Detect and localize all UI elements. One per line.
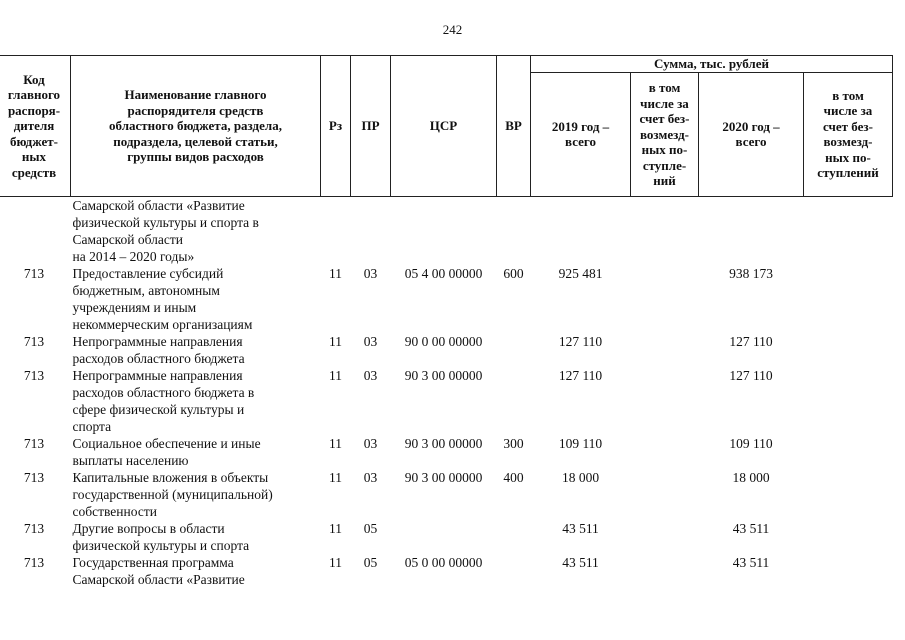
row-code: 713 — [23, 266, 45, 281]
row-vr — [497, 520, 531, 554]
header-name — [71, 56, 321, 197]
row-vr — [497, 333, 531, 367]
row-rz — [321, 197, 351, 266]
row-sum-2019: 925 481 — [558, 266, 603, 281]
header-line: ных — [21, 149, 47, 165]
table-row — [0, 554, 893, 588]
row-code: 713 — [23, 368, 45, 383]
row-rz: 11 — [329, 334, 342, 349]
header-line: ний — [653, 173, 676, 188]
row-sum-2019: 43 511 — [562, 521, 599, 536]
header-csr: ЦСР — [391, 56, 497, 197]
table-row — [0, 469, 893, 520]
row-csr — [391, 197, 497, 266]
header-code — [0, 56, 71, 197]
row-csr: 90 3 00 00000 — [404, 368, 483, 383]
row-grants-2019 — [631, 469, 699, 520]
header-line: распорядителя средств — [127, 102, 264, 118]
row-name-line: Самарской области «Развитие — [72, 572, 245, 587]
row-rz: 11 — [329, 470, 342, 485]
header-2020-grants — [804, 72, 893, 197]
row-grants-2020 — [804, 435, 893, 469]
row-grants-2019 — [631, 435, 699, 469]
row-pr: 03 — [363, 334, 378, 349]
row-grants-2020 — [804, 333, 893, 367]
row-name-line: некоммерческим организациям — [72, 317, 253, 332]
header-line: счет без- — [823, 118, 873, 134]
row-vr — [497, 367, 531, 435]
row-sum-2019: 18 000 — [561, 470, 600, 485]
header-2019-total — [531, 72, 631, 197]
row-name — [71, 520, 321, 554]
row-pr: 03 — [363, 266, 378, 281]
row-name-line: учреждениям и иным — [72, 300, 197, 315]
header-line: главного — [7, 87, 61, 103]
row-rz: 11 — [329, 368, 342, 383]
header-line: числе за — [640, 95, 689, 111]
row-code: 713 — [23, 334, 45, 349]
row-sum-2019: 127 110 — [558, 334, 603, 349]
table-body — [0, 197, 893, 589]
row-name-line: на 2014 – 2020 годы» — [72, 249, 195, 264]
page-number: 242 — [442, 22, 463, 37]
row-name-line: выплаты населению — [72, 453, 189, 468]
header-line: в том — [648, 80, 681, 95]
row-name-line: Непрограммные направления — [72, 334, 243, 349]
row-csr: 05 0 00 00000 — [404, 555, 483, 570]
row-sum-2019: 127 110 — [558, 368, 603, 383]
row-rz: 11 — [329, 521, 342, 536]
row-name-line: Непрограммные направления — [72, 368, 243, 383]
budget-table — [0, 55, 893, 588]
row-name-line: государственной (муниципальной) — [72, 487, 273, 502]
header-line: всего — [735, 134, 767, 150]
row-grants-2019 — [631, 367, 699, 435]
header-line: распоря- — [7, 102, 61, 118]
row-grants-2019 — [631, 554, 699, 588]
row-vr: 300 — [503, 436, 524, 451]
row-name — [71, 197, 321, 266]
row-name — [71, 333, 321, 367]
row-vr — [497, 554, 531, 588]
row-sum-2019: 43 511 — [562, 555, 599, 570]
row-grants-2019 — [631, 333, 699, 367]
header-line: группы видов расходов — [127, 149, 264, 165]
row-name-line: собственности — [72, 504, 157, 519]
row-pr: 03 — [363, 436, 378, 451]
row-vr — [497, 197, 531, 266]
row-grants-2019 — [631, 265, 699, 333]
row-grants-2020 — [804, 367, 893, 435]
table-row — [0, 367, 893, 435]
row-grants-2020 — [804, 520, 893, 554]
row-rz: 11 — [329, 266, 342, 281]
table-header — [0, 56, 893, 197]
header-line: подраздела, целевой статьи, — [113, 133, 278, 149]
row-sum-2020: 109 110 — [729, 436, 773, 451]
row-sum-2020: 43 511 — [732, 555, 770, 570]
row-name-line: Самарской области «Развитие — [72, 198, 245, 213]
row-name — [71, 265, 321, 333]
header-line: бюджет- — [9, 133, 58, 149]
row-rz: 11 — [329, 555, 342, 570]
row-pr: 05 — [363, 555, 378, 570]
row-csr: 90 0 00 00000 — [404, 334, 483, 349]
table-row — [0, 333, 893, 367]
header-line: ступле- — [642, 157, 687, 173]
row-grants-2019 — [631, 520, 699, 554]
row-csr: 90 3 00 00000 — [404, 436, 483, 451]
row-name — [71, 367, 321, 435]
row-sum-2020: 938 173 — [729, 266, 773, 281]
row-grants-2019 — [631, 197, 699, 266]
row-name-line: Самарской области — [72, 232, 184, 247]
header-sum: Сумма, тыс. рублей — [531, 56, 893, 73]
row-name — [71, 435, 321, 469]
table-row — [0, 435, 893, 469]
header-line: всего — [565, 134, 596, 150]
header-line: средств — [11, 164, 57, 180]
row-code — [0, 197, 71, 266]
row-sum-2019 — [531, 197, 631, 266]
row-name-line: Государственная программа — [72, 555, 234, 570]
row-pr: 05 — [363, 521, 378, 536]
row-code: 713 — [23, 555, 45, 570]
row-name-line: Социальное обеспечение и иные — [72, 436, 261, 451]
row-sum-2019: 109 110 — [558, 436, 603, 451]
header-line: счет без- — [639, 111, 690, 126]
row-code: 713 — [23, 521, 45, 536]
row-rz: 11 — [329, 436, 342, 451]
row-grants-2020 — [804, 197, 893, 266]
row-code: 713 — [23, 436, 45, 451]
header-line: 2020 год – — [722, 118, 780, 134]
table-row — [0, 197, 893, 266]
row-sum-2020: 127 110 — [729, 368, 773, 383]
table-row — [0, 265, 893, 333]
row-sum-2020: 43 511 — [732, 521, 770, 536]
row-grants-2020 — [804, 469, 893, 520]
header-line: числе за — [823, 103, 873, 119]
header-line: ных по- — [825, 149, 871, 165]
row-grants-2020 — [804, 265, 893, 333]
header-line: дителя — [13, 118, 55, 134]
row-pr — [351, 197, 391, 266]
row-name-line: расходов областного бюджета в — [72, 385, 255, 400]
row-name-line: физической культуры и спорта — [72, 538, 250, 553]
row-name-line: Предоставление субсидий — [72, 266, 224, 281]
row-vr: 400 — [503, 470, 524, 485]
header-rz: Рз — [321, 56, 351, 197]
row-sum-2020: 127 110 — [729, 334, 773, 349]
row-name — [71, 469, 321, 520]
header-2020-total — [699, 72, 804, 197]
row-name-line: расходов областного бюджета — [72, 351, 245, 366]
row-pr: 03 — [363, 470, 378, 485]
row-name-line: бюджетным, автономным — [72, 283, 220, 298]
row-csr — [391, 520, 497, 554]
row-name-line: Капитальные вложения в объекты — [72, 470, 269, 485]
header-line: ных по- — [641, 142, 688, 157]
header-line: возмезд- — [823, 134, 873, 150]
header-line: 2019 год – — [551, 118, 610, 134]
row-code: 713 — [23, 470, 45, 485]
row-name — [71, 554, 321, 588]
header-line: ступлений — [817, 165, 879, 181]
row-sum-2020 — [699, 197, 804, 266]
header-line: Код — [23, 71, 45, 87]
header-line: Наименование главного — [124, 87, 267, 103]
row-csr: 90 3 00 00000 — [404, 470, 483, 485]
row-sum-2020: 18 000 — [732, 470, 770, 485]
row-grants-2020 — [804, 554, 893, 588]
header-vr: ВР — [497, 56, 531, 197]
row-vr: 600 — [503, 266, 524, 281]
header-line: в том — [832, 87, 864, 103]
header-pr: ПР — [351, 56, 391, 197]
header-2019-grants — [631, 72, 699, 197]
header-line: областного бюджета, раздела, — [109, 118, 282, 134]
table-row — [0, 520, 893, 554]
row-name-line: спорта — [72, 419, 112, 434]
row-name-line: Другие вопросы в области — [72, 521, 225, 536]
row-csr: 05 4 00 00000 — [404, 266, 483, 281]
row-name-line: сфере физической культуры и — [72, 402, 245, 417]
row-name-line: физической культуры и спорта в — [72, 215, 259, 230]
row-pr: 03 — [363, 368, 378, 383]
header-line: возмезд- — [640, 126, 689, 142]
